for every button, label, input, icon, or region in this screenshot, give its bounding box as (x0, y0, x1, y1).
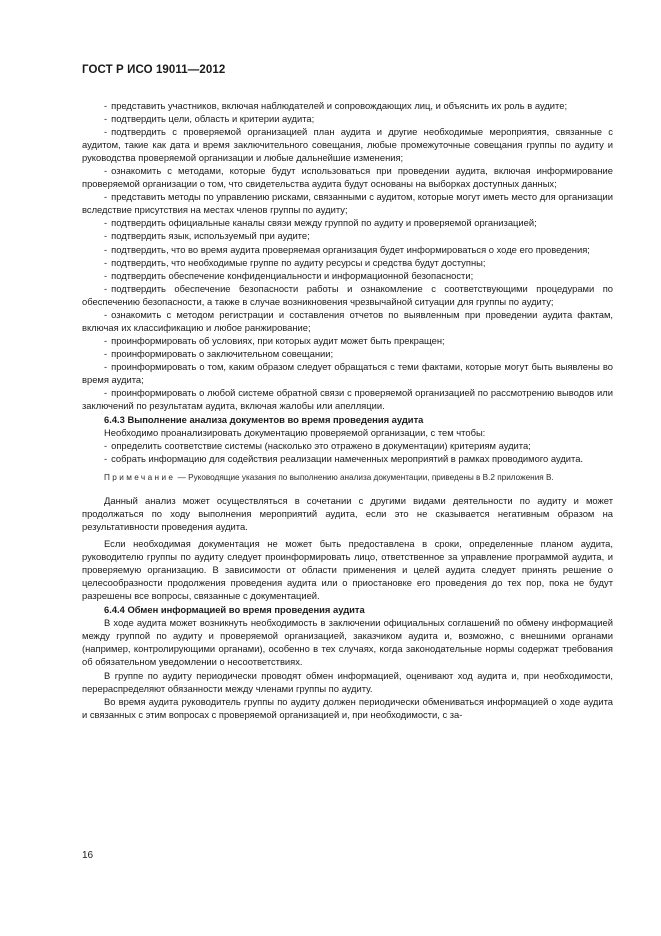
list-item: - представить методы по управлению рисками, связанными с аудитом, которые могут иметь место для организации вследствие присутствия на местах членов группы по аудиту; (82, 191, 613, 216)
note-text: — Руководящие указания по выполнению анализа документации, приведены в В.2 приложения В. (175, 473, 554, 483)
dash-bullet: - (104, 334, 108, 346)
paragraph: Во время аудита руководитель группы по аудиту должен периодически обмениваться информацией о ходе аудита и связанных с этим вопросах с проверяемой организацией и, при необходимости, с за- (82, 695, 613, 720)
dash-bullet: - (104, 243, 108, 255)
list-item: - подтвердить язык, используемый при аудите; (104, 230, 310, 242)
dash-bullet: - (104, 126, 108, 138)
dash-bullet: - (104, 100, 108, 111)
list-item: - подтвердить официальные каналы связи между группой по аудиту и проверяемой организацией; (104, 217, 537, 229)
dash-bullet: - (104, 165, 108, 177)
note (82, 472, 613, 484)
list-item: - определить соответствие системы (насколько это отражено в документации) критериям аудита; (104, 440, 531, 452)
list-item: - проинформировать об условиях, при которых аудит может быть прекращен; (104, 334, 445, 346)
paragraph: В группе по аудиту периодически проводят обмен информацией, оценивают ход аудита и, при необходимости, перераспределяют обязанности между членами группы по аудиту. (82, 669, 613, 694)
page-number: 16 (82, 850, 94, 861)
dash-bullet: - (104, 230, 108, 242)
list-item: - проинформировать о любой системе обратной связи с проверяемой организацией по рассмотрению выводов или заключений по результатам аудита, включая жалобы или апелляции. (82, 387, 613, 412)
paragraph: Если необходимая документация не может быть предоставлена в сроки, определенные планом аудита, руководителю группы по аудиту следует проинформировать лицо, ответственное за управление программой аудита, и проверяемую организацию. В зависимости от области применения и целей аудита следует принять решение о целесообразности продолжения проведения аудита или о приостановке его проведения до тех пор, пока не будут разрешены все вопросы, связанные с документацией. (82, 538, 613, 602)
note-label: Примечание (104, 473, 176, 483)
paragraph: Данный анализ может осуществляться в сочетании с другими видами деятельности по аудиту и может продолжаться по ходу выполнения мероприятий аудита, если это не сказывается негативным образом на результативности проведения аудита. (82, 494, 613, 532)
list-item: - подтвердить обеспечение конфиденциальности и информационной безопасности; (104, 269, 474, 281)
list-item: - проинформировать о том, каким образом следует обращаться с теми фактами, которые могут быть выявлены во время аудита; (82, 360, 613, 385)
dash-bullet: - (104, 387, 108, 399)
dash-bullet: - (104, 453, 108, 465)
list-item: - ознакомить с методом регистрации и составления отчетов по выявленным при проведении аудита фактам, включая их классификацию и любое ранжирование; (82, 308, 613, 333)
paragraph: Необходимо проанализировать документацию проверяемой организации, с тем чтобы: (104, 427, 486, 439)
dash-bullet: - (104, 440, 108, 452)
list-item: - проинформировать о заключительном совещании; (104, 347, 334, 359)
dash-bullet: - (104, 282, 108, 294)
dash-bullet: - (104, 347, 108, 359)
paragraph: В ходе аудита может возникнуть необходимость в заключении официальных соглашений по обмену информацией между группой по аудиту и проверяемой организацией, заказчиком аудита и, возможно, с внешними органами (например, контролирующими органами), особенно в тех случаях, когда законодательные нормы содержат требования об обязательном уведомлении о несоответствиях. (82, 617, 613, 668)
dash-bullet: - (104, 269, 108, 281)
page-header: ГОСТ Р ИСО 19011—2012 (82, 64, 226, 76)
section-heading-6-4-3: 6.4.3 Выполнение анализа документов во время проведения аудита (104, 414, 424, 426)
dash-bullet: - (104, 360, 108, 372)
list-item: - подтвердить цели, область и критерии аудита; (104, 113, 315, 125)
list-item: - подтвердить с проверяемой организацией план аудита и другие необходимые мероприятия, связанные с аудитом, такие как дата и время заключительного совещания, любые промежуточные совещания группы по аудиту и руководства проверяемой организации и любые дальнейшие изменения; (82, 126, 613, 164)
dash-bullet: - (104, 308, 108, 320)
list-item: - подтвердить, что необходимые группе по аудиту ресурсы и средства будут доступны; (104, 256, 486, 268)
list-item: - ознакомить с методами, которые будут использоваться при проведении аудита, включая информирование проверяемой организации о том, что свидетельства аудита будут основаны на выборках доступных данных; (82, 165, 613, 190)
section-heading-6-4-4: 6.4.4 Обмен информацией во время проведения аудита (104, 604, 365, 616)
dash-bullet: - (104, 256, 108, 268)
dash-bullet: - (104, 113, 108, 125)
document-body (82, 99, 613, 721)
list-item: - подтвердить обеспечение безопасности работы и ознакомление с соответствующими процедурами по обеспечению безопасности, а также в случае возникновения чрезвычайной ситуации для группы по аудиту; (82, 282, 613, 307)
dash-bullet: - (104, 191, 108, 203)
dash-bullet: - (104, 217, 108, 229)
list-item: - представить участников, включая наблюдателей и сопровождающих лиц, и объяснить их роль в аудите; (104, 100, 568, 111)
list-item: - собрать информацию для содействия реализации намеченных мероприятий в рамках проводимого аудита. (104, 453, 584, 465)
list-item: - подтвердить, что во время аудита проверяемая организация будет информироваться о ходе его проведения; (104, 243, 590, 255)
